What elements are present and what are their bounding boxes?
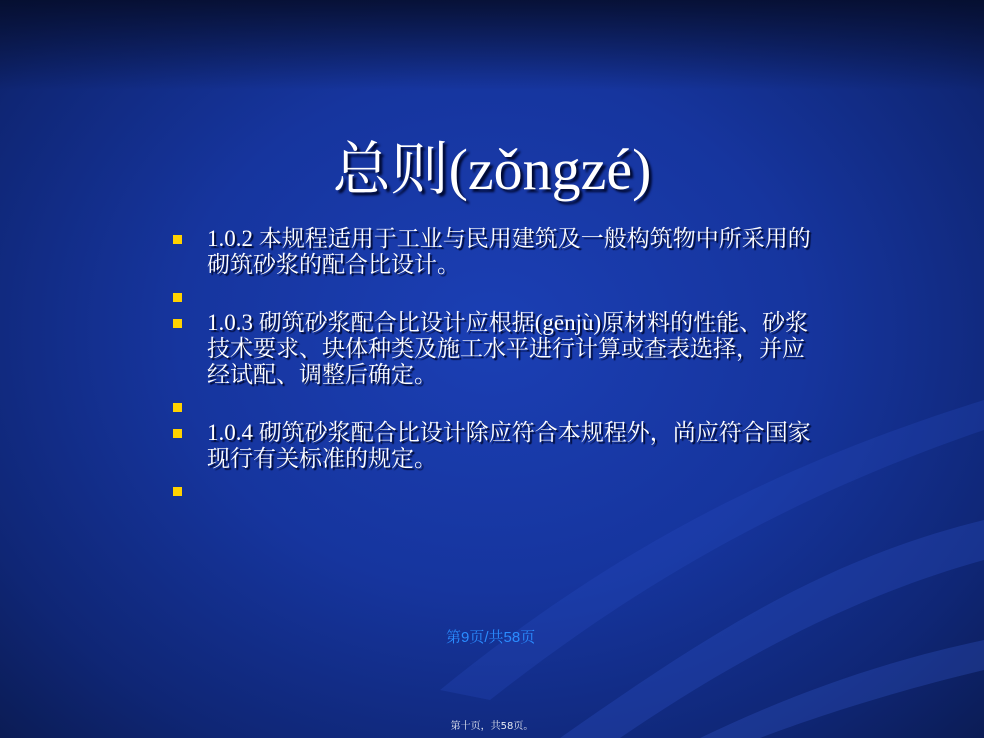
bullet-item	[170, 394, 820, 420]
bullet-item	[170, 226, 820, 278]
bullet-item	[170, 284, 820, 310]
bullet-square-icon	[173, 403, 182, 412]
bullet-item	[170, 420, 820, 472]
bullet-list	[170, 226, 820, 504]
bullet-item	[170, 310, 820, 388]
bullet-text: 1.0.4 砌筑砂浆配合比设计除应符合本规程外，尚应符合国家现行有关标准的规定。	[207, 420, 811, 471]
page-indicator: 第9页/共58页	[446, 629, 536, 646]
bullet-item	[170, 478, 820, 504]
bullet-text: 1.0.2 本规程适用于工业与民用建筑及一般构筑物中所采用的砌筑砂浆的配合比设计。	[207, 226, 811, 277]
bullet-square-icon	[173, 293, 182, 302]
bullet-square-icon	[173, 235, 182, 244]
bullet-square-icon	[173, 487, 182, 496]
bullet-square-icon	[173, 319, 182, 328]
slide-title: 总则(zǒngzé)	[332, 137, 652, 202]
bullet-square-icon	[173, 429, 182, 438]
bullet-text: 1.0.3 砌筑砂浆配合比设计应根据(gēnjù)原材料的性能、砂浆技术要求、块体种类及施工水平进行计算或查表选择，并应经试配、调整后确定。	[207, 310, 809, 387]
footer-text: 第十页，共58页。	[450, 721, 534, 732]
